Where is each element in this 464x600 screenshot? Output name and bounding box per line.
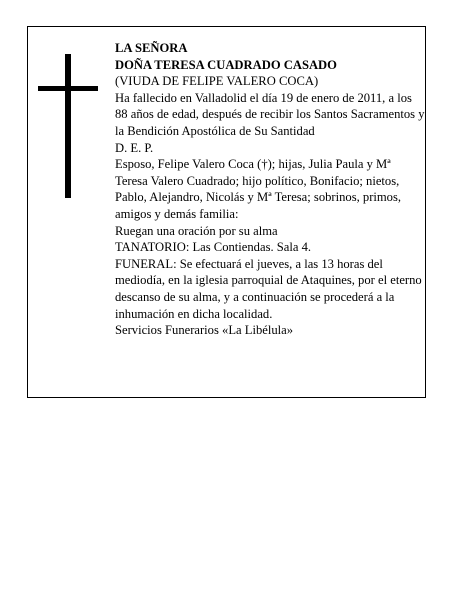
cross-icon	[38, 54, 98, 198]
death-announcement: Ha fallecido en Valladolid el día 19 de enero de 2011, a los 88 años de edad, después de recibir los Santos Sacramentos y la Bendición Apostólica de Su Santidad	[115, 90, 425, 138]
cross-horizontal-bar	[38, 86, 98, 91]
funeral-info: FUNERAL: Se efectuará el jueves, a las 13 horas del mediodía, en la iglesia parroquial de Ataquines, por el eterno descanso de su alma, y a continuación se procederá a la inhumación en dicha localidad.	[115, 256, 422, 321]
title-line-1: LA SEÑORA	[115, 41, 188, 55]
widow-subtitle: (VIUDA DE FELIPE VALERO COCA)	[115, 74, 319, 89]
prayer-request: Ruegan una oración por su alma	[115, 223, 278, 238]
deceased-name: DOÑA TERESA CUADRADO CASADO	[115, 57, 337, 72]
cross-vertical-bar	[65, 54, 71, 198]
tanatorio-info: TANATORIO: Las Contiendas. Sala 4.	[115, 240, 312, 255]
funeral-home: Servicios Funerarios «La Libélula»	[115, 323, 294, 338]
rip-text: D. E. P.	[115, 140, 154, 155]
obituary-text	[115, 40, 425, 339]
family-list: Esposo, Felipe Valero Coca (†); hijas, Julia Paula y Mª Teresa Valero Cuadrado; hijo político, Bonifacio; nietos, Pablo, Alejandro, Nicolás y Mª Teresa; sobrinos, primos, amigos y demás familia:	[115, 157, 402, 221]
